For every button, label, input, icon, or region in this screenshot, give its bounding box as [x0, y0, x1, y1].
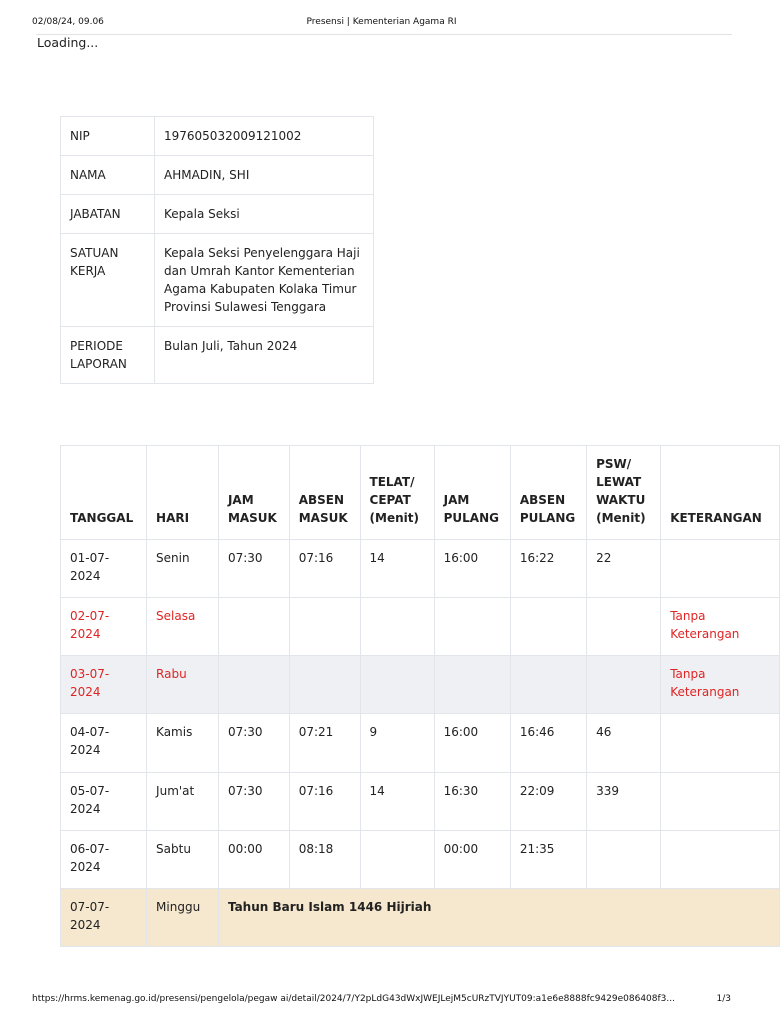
cell-hari: Sabtu [147, 831, 219, 889]
loading-text: Loading... [37, 35, 99, 50]
info-label: JABATAN [61, 195, 155, 234]
info-value: Bulan Juli, Tahun 2024 [155, 327, 374, 384]
cell-tanggal: 02-07-2024 [61, 598, 147, 656]
info-value: Kepala Seksi [155, 195, 374, 234]
cell-jam-pulang: 00:00 [434, 831, 510, 889]
info-label: NIP [61, 117, 155, 156]
info-value: Kepala Seksi Penyelenggara Haji dan Umrah Kantor Kementerian Agama Kabupaten Kolaka Timur Provinsi Sulawesi Tenggara [155, 234, 374, 327]
cell-jam-masuk: 00:00 [218, 831, 289, 889]
cell-tanggal: 05-07-2024 [61, 773, 147, 831]
column-header: TELAT/ CEPAT (Menit) [360, 446, 434, 540]
info-row-satuan-kerja [61, 234, 374, 327]
cell-psw: 46 [587, 714, 661, 773]
column-header: JAM MASUK [218, 446, 289, 540]
column-header: KETERANGAN [661, 446, 780, 540]
page-url: https://hrms.kemenag.go.id/presensi/pengelola/pegaw ai/detail/2024/7/Y2pLdG43dWxJWEJLejM5cURzTVJYUT09:a1e6e8888fc9429e086408f3... [32, 994, 675, 1004]
attendance-table [60, 445, 780, 947]
cell-jam-pulang: 16:00 [434, 714, 510, 773]
table-row [61, 714, 780, 773]
info-value: AHMADIN, SHI [155, 156, 374, 195]
cell-telat: 9 [360, 714, 434, 773]
attendance-table-container [60, 445, 762, 947]
cell-tanggal: 07-07-2024 [61, 889, 147, 947]
cell-absen-pulang [510, 598, 586, 656]
cell-jam-masuk: 07:30 [218, 773, 289, 831]
cell-jam-masuk [218, 598, 289, 656]
cell-absen-pulang: 22:09 [510, 773, 586, 831]
cell-absen-masuk: 07:16 [289, 540, 360, 598]
table-row [61, 598, 780, 656]
cell-telat [360, 656, 434, 714]
info-row-nama [61, 156, 374, 195]
cell-keterangan [661, 831, 780, 889]
cell-tanggal: 04-07-2024 [61, 714, 147, 773]
table-row [61, 540, 780, 598]
cell-telat [360, 831, 434, 889]
cell-telat: 14 [360, 773, 434, 831]
cell-hari: Minggu [147, 889, 219, 947]
document-title: Presensi | Kementerian Agama RI [306, 17, 457, 27]
info-label: SATUAN KERJA [61, 234, 155, 327]
cell-absen-masuk: 08:18 [289, 831, 360, 889]
column-header: JAM PULANG [434, 446, 510, 540]
cell-jam-masuk [218, 656, 289, 714]
cell-keterangan [661, 773, 780, 831]
cell-absen-masuk [289, 656, 360, 714]
cell-jam-pulang [434, 656, 510, 714]
cell-psw: 22 [587, 540, 661, 598]
cell-jam-masuk: 07:30 [218, 540, 289, 598]
column-header: TANGGAL [61, 446, 147, 540]
cell-absen-pulang: 16:46 [510, 714, 586, 773]
info-label: PERIODE LAPORAN [61, 327, 155, 384]
header-divider [36, 34, 732, 35]
cell-hari: Senin [147, 540, 219, 598]
cell-psw [587, 656, 661, 714]
info-row-periode-laporan [61, 327, 374, 384]
column-header: ABSEN PULANG [510, 446, 586, 540]
page-number: 1/3 [716, 994, 731, 1004]
print-datetime: 02/08/24, 09.06 [32, 17, 104, 27]
cell-keterangan [661, 714, 780, 773]
cell-telat: 14 [360, 540, 434, 598]
cell-jam-masuk: 07:30 [218, 714, 289, 773]
attendance-header-row [61, 446, 780, 540]
cell-absen-masuk: 07:21 [289, 714, 360, 773]
cell-jam-pulang [434, 598, 510, 656]
cell-absen-masuk [289, 598, 360, 656]
table-row [61, 831, 780, 889]
cell-psw [587, 598, 661, 656]
cell-keterangan: Tanpa Keterangan [661, 656, 780, 714]
cell-absen-pulang: 21:35 [510, 831, 586, 889]
cell-holiday-event: Tahun Baru Islam 1446 Hijriah [218, 889, 779, 947]
cell-psw: 339 [587, 773, 661, 831]
info-label: NAMA [61, 156, 155, 195]
info-row-nip [61, 117, 374, 156]
cell-psw [587, 831, 661, 889]
cell-hari: Rabu [147, 656, 219, 714]
cell-telat [360, 598, 434, 656]
info-value: 197605032009121002 [155, 117, 374, 156]
cell-absen-pulang [510, 656, 586, 714]
cell-tanggal: 01-07-2024 [61, 540, 147, 598]
cell-keterangan: Tanpa Keterangan [661, 598, 780, 656]
cell-absen-masuk: 07:16 [289, 773, 360, 831]
column-header: PSW/ LEWAT WAKTU (Menit) [587, 446, 661, 540]
cell-hari: Selasa [147, 598, 219, 656]
cell-tanggal: 06-07-2024 [61, 831, 147, 889]
employee-info-table [60, 116, 374, 384]
cell-absen-pulang: 16:22 [510, 540, 586, 598]
cell-jam-pulang: 16:30 [434, 773, 510, 831]
cell-keterangan [661, 540, 780, 598]
print-footer [32, 994, 731, 1008]
cell-tanggal: 03-07-2024 [61, 656, 147, 714]
column-header: HARI [147, 446, 219, 540]
cell-hari: Jum'at [147, 773, 219, 831]
table-row [61, 773, 780, 831]
cell-jam-pulang: 16:00 [434, 540, 510, 598]
table-row [61, 656, 780, 714]
table-row-holiday [61, 889, 780, 947]
info-row-jabatan [61, 195, 374, 234]
column-header: ABSEN MASUK [289, 446, 360, 540]
print-header [32, 17, 731, 31]
cell-hari: Kamis [147, 714, 219, 773]
